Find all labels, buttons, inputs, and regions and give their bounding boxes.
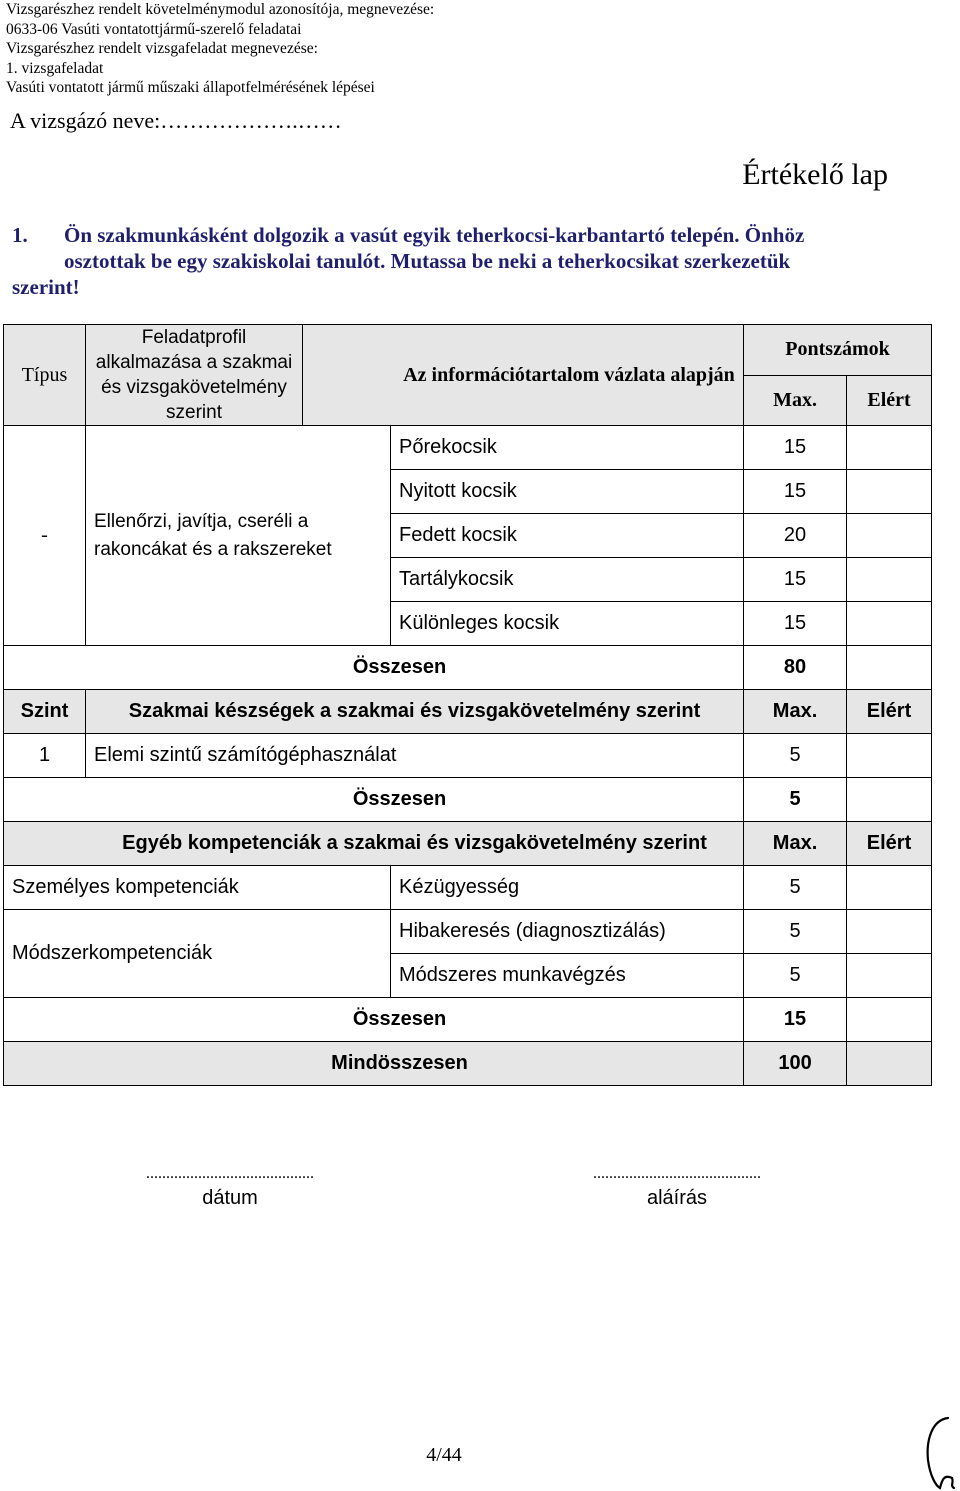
col-header-content: Az információtartalom vázlata alapján [303, 325, 744, 426]
item-max: 20 [744, 514, 847, 558]
col-header-achieved: Elért [847, 822, 932, 866]
page-number: 4/44 [426, 1444, 462, 1466]
competency-name: Kézügyesség [391, 866, 744, 910]
item-name: Nyitott kocsik [391, 470, 744, 514]
task-description [12, 222, 892, 300]
competency-group: Módszerkompetenciák [4, 910, 391, 998]
item-name: Pőrekocsik [391, 426, 744, 470]
total-value: 80 [744, 646, 847, 690]
document-header [6, 0, 434, 98]
col-header-competencies: Egyéb kompetenciák a szakmai és vizsgakövetelmény szerint [4, 822, 744, 866]
date-dots: .......................................... [146, 1165, 314, 1182]
col-header-max: Max. [744, 822, 847, 866]
task-line: Ön szakmunkásként dolgozik a vasút egyik teherkocsi-karbantartó telepén. Önhöz [64, 223, 805, 247]
item-achieved [847, 602, 932, 646]
signature-dots: .......................................... [593, 1165, 761, 1182]
profile-value: Ellenőrzi, javítja, cseréli a rakoncákat és a rakszereket [86, 426, 391, 646]
competency-name: Módszeres munkavégzés [391, 954, 744, 998]
col-header-level: Szint [4, 690, 86, 734]
col-header-skills: Szakmai készségek a szakmai és vizsgakövetelmény szerint [86, 690, 744, 734]
total-label: Összesen [4, 646, 744, 690]
task-number: 1. [12, 223, 28, 247]
signature-label: aláírás [646, 1187, 708, 1209]
handwritten-signature-mark [918, 1410, 958, 1490]
grand-total-achieved [847, 1042, 932, 1086]
total-value: 5 [744, 778, 847, 822]
header-line: Vizsgarészhez rendelt vizsgafeladat megnevezése: [6, 40, 318, 57]
header-line: Vizsgarészhez rendelt követelménymodul azonosítója, megnevezése: [6, 1, 435, 18]
task-line: osztottak be egy szakiskolai tanulót. Mutassa be neki a teherkocsikat szerkezetük [64, 249, 791, 273]
page-title [0, 158, 888, 192]
competency-achieved [847, 866, 932, 910]
skill-name: Elemi szintű számítógéphasználat [86, 734, 744, 778]
col-header-achieved: Elért [847, 690, 932, 734]
evaluation-table [3, 324, 932, 1086]
competency-max: 5 [744, 866, 847, 910]
date-signature-block [95, 1165, 365, 1210]
item-achieved [847, 426, 932, 470]
item-name: Különleges kocsik [391, 602, 744, 646]
item-max: 15 [744, 602, 847, 646]
grand-total-value: 100 [744, 1042, 847, 1086]
total-achieved [847, 998, 932, 1042]
candidate-name-label: A vizsgázó neve:……………….…… [10, 108, 342, 133]
col-header-achieved: Elért [847, 375, 932, 426]
header-line: 0633-06 Vasúti vontatottjármű-szerelő feladatai [6, 20, 302, 38]
date-label: dátum [202, 1187, 258, 1209]
item-achieved [847, 558, 932, 602]
competency-max: 5 [744, 910, 847, 954]
task-line: szerint! [12, 275, 80, 299]
skill-achieved [847, 734, 932, 778]
col-header-type: Típus [4, 325, 86, 426]
item-name: Fedett kocsik [391, 514, 744, 558]
item-achieved [847, 470, 932, 514]
total-label: Összesen [4, 998, 744, 1042]
col-header-max: Max. [744, 375, 847, 426]
competency-max: 5 [744, 954, 847, 998]
item-max: 15 [744, 558, 847, 602]
col-header-profile: Feladatprofil alkalmazása a szakmai és vizsgakövetelmény szerint [86, 325, 303, 426]
item-max: 15 [744, 426, 847, 470]
skill-max: 5 [744, 734, 847, 778]
page-title-text: Értékelő lap [742, 158, 888, 191]
skill-level: 1 [4, 734, 86, 778]
item-max: 15 [744, 470, 847, 514]
type-value: - [4, 426, 86, 646]
header-line: 1. vizsgafeladat [6, 59, 104, 77]
col-header-points: Pontszámok [744, 325, 932, 376]
total-label: Összesen [4, 778, 744, 822]
total-value: 15 [744, 998, 847, 1042]
competency-achieved [847, 954, 932, 998]
signature-block [542, 1165, 812, 1210]
competency-achieved [847, 910, 932, 954]
col-header-max: Max. [744, 690, 847, 734]
total-achieved [847, 646, 932, 690]
competency-name: Hibakeresés (diagnosztizálás) [391, 910, 744, 954]
item-achieved [847, 514, 932, 558]
total-achieved [847, 778, 932, 822]
competency-group: Személyes kompetenciák [4, 866, 391, 910]
grand-total-label: Mindösszesen [4, 1042, 744, 1086]
item-name: Tartálykocsik [391, 558, 744, 602]
header-line: Vasúti vontatott jármű műszaki állapotfelmérésének lépései [6, 79, 375, 96]
